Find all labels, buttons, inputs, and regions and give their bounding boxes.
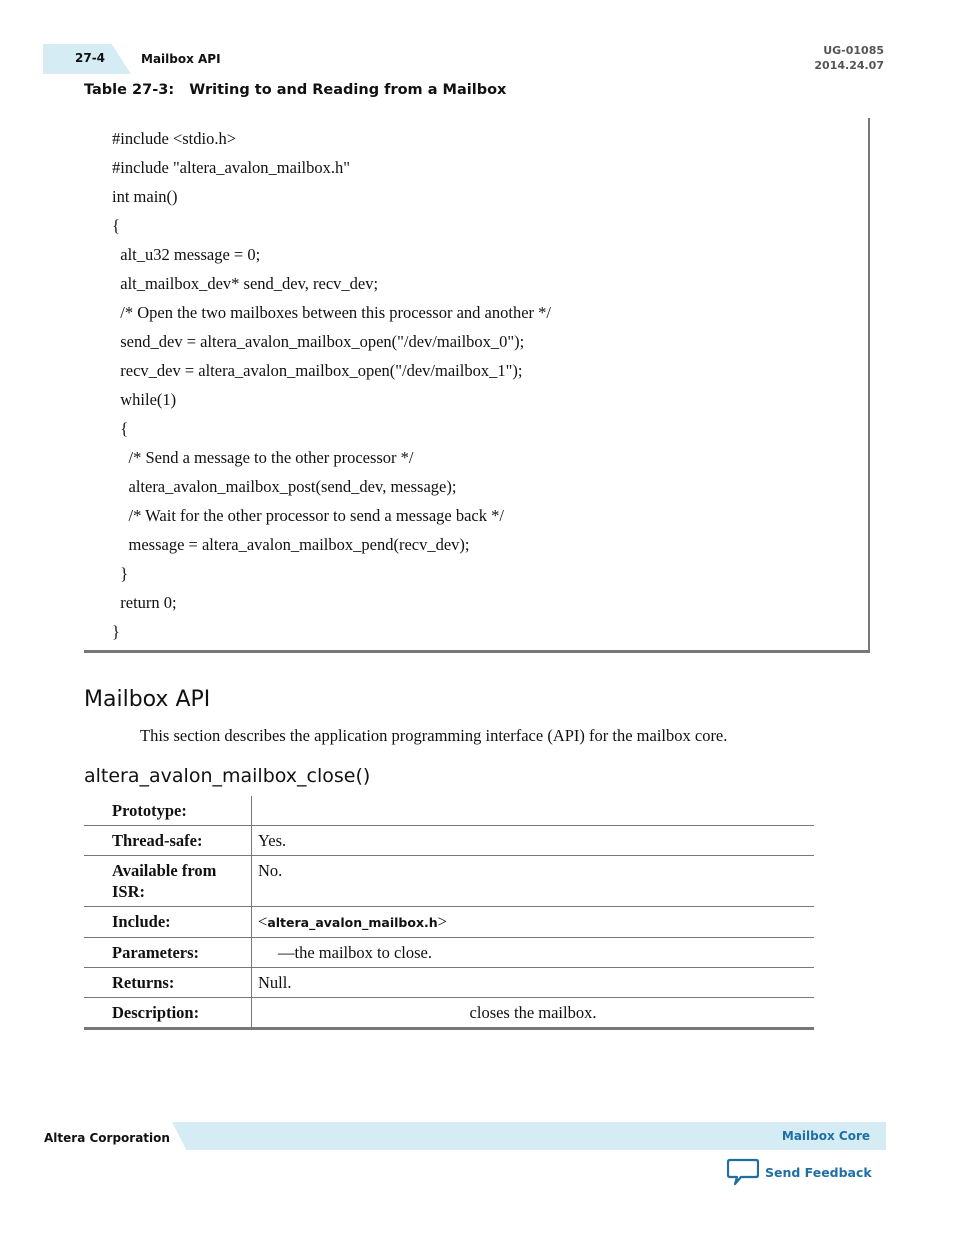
parameter-description: —the mailbox to close.: [278, 943, 432, 962]
document-date: 2014.24.07: [814, 59, 884, 72]
table-row-isr: [84, 856, 814, 907]
speech-bubble-icon: [727, 1158, 759, 1186]
description-text: closes the mailbox.: [469, 1003, 597, 1022]
code-line: {: [112, 216, 120, 235]
code-line: while(1): [112, 390, 177, 409]
code-line: /* Open the two mailboxes between this processor and another */: [112, 303, 551, 322]
code-line: alt_u32 message = 0;: [112, 245, 261, 264]
code-line: altera_avalon_mailbox_post(send_dev, message);: [112, 477, 457, 496]
table-row-prototype: [84, 796, 814, 826]
code-line: #include <stdio.h>: [112, 129, 237, 148]
page-number: 27-4: [75, 51, 106, 65]
row-label: Returns:: [84, 968, 252, 998]
include-header-name: altera_avalon_mailbox.h: [267, 915, 438, 930]
running-title: Mailbox API: [141, 52, 221, 66]
document-id: UG-01085: [823, 44, 884, 57]
code-line: /* Wait for the other processor to send a message back */: [112, 506, 504, 525]
send-feedback-label: Send Feedback: [765, 1164, 872, 1180]
row-value: No.: [252, 856, 815, 907]
table-row-include: [84, 907, 814, 938]
code-line: return 0;: [112, 593, 177, 612]
row-label: Thread-safe:: [84, 826, 252, 856]
document-info: [814, 43, 884, 73]
row-value: [252, 907, 815, 938]
row-label: Description:: [84, 998, 252, 1029]
code-example: [112, 124, 551, 646]
code-line: {: [112, 419, 129, 438]
section-heading: Mailbox API: [84, 687, 211, 712]
api-reference-table: [84, 796, 814, 1030]
send-feedback-link[interactable]: [727, 1158, 872, 1186]
row-label: Available from ISR:: [84, 856, 252, 907]
code-line: recv_dev = altera_avalon_mailbox_open("/dev/mailbox_1");: [112, 361, 523, 380]
code-line: message = altera_avalon_mailbox_pend(recv_dev);: [112, 535, 470, 554]
table-caption: Table 27-3: Writing to and Reading from a Mailbox: [84, 82, 507, 98]
code-line: }: [112, 622, 120, 641]
row-value: [252, 998, 815, 1029]
row-label: Prototype:: [84, 796, 252, 826]
table-row-description: [84, 998, 814, 1029]
row-label: Parameters:: [84, 938, 252, 968]
footer-company: Altera Corporation: [44, 1131, 170, 1145]
code-line: #include "altera_avalon_mailbox.h": [112, 158, 350, 177]
code-line: }: [112, 564, 129, 583]
section-intro: This section describes the application programming interface (API) for the mailbox core.: [140, 726, 728, 745]
row-label: Include:: [84, 907, 252, 938]
code-line: /* Send a message to the other processor */: [112, 448, 414, 467]
row-value: Null.: [252, 968, 815, 998]
table-row-returns: [84, 968, 814, 998]
code-line: int main(): [112, 187, 178, 206]
include-close-bracket: >: [437, 912, 447, 931]
row-value: Yes.: [252, 826, 815, 856]
table-row-parameters: [84, 938, 814, 968]
code-line: alt_mailbox_dev* send_dev, recv_dev;: [112, 274, 379, 293]
footer-chapter-link[interactable]: Mailbox Core: [781, 1129, 870, 1143]
row-value: [252, 796, 815, 826]
code-line: send_dev = altera_avalon_mailbox_open("/dev/mailbox_0");: [112, 332, 525, 351]
footer-band: [172, 1122, 886, 1150]
table-row-thread-safe: [84, 826, 814, 856]
row-value: [252, 938, 815, 968]
function-heading: altera_avalon_mailbox_close(): [84, 765, 371, 787]
include-open-bracket: <: [258, 912, 268, 931]
